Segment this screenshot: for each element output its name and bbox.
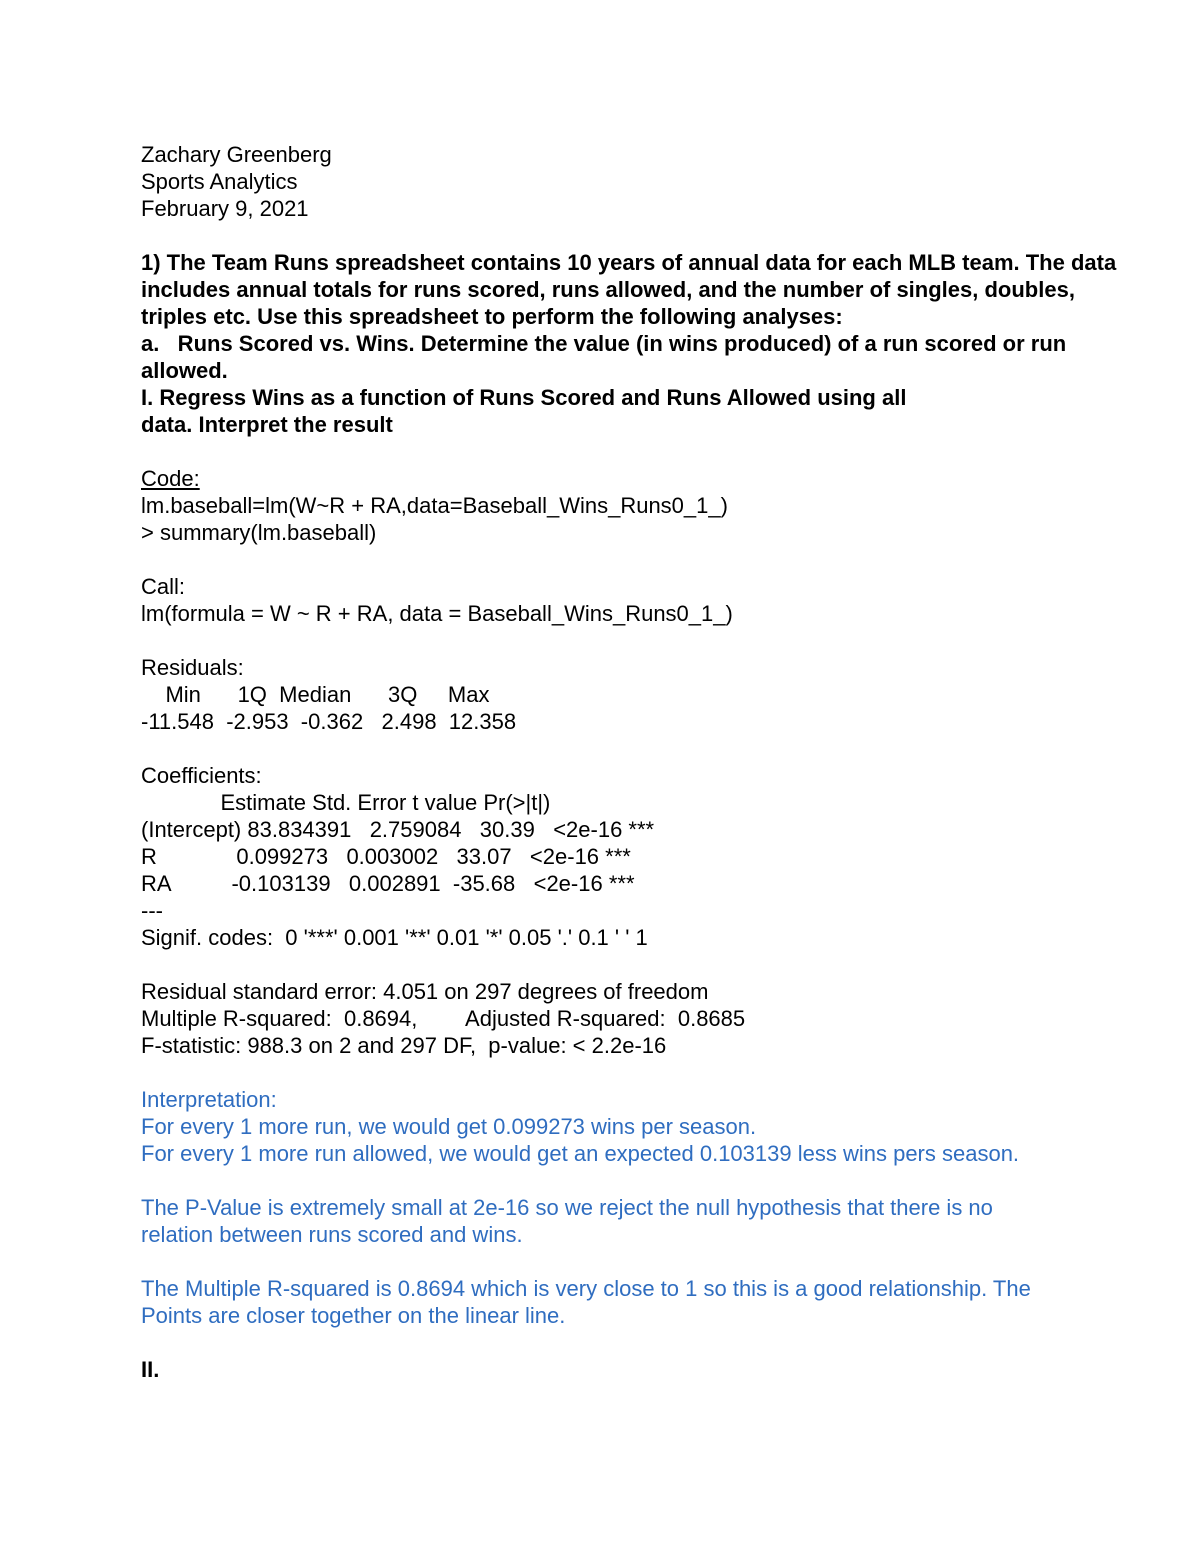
interpretation-label: Interpretation:	[141, 1087, 277, 1112]
question-line: 1) The Team Runs spreadsheet contains 10 years of annual data for each MLB team. The data	[141, 250, 1117, 275]
coefficient-row: RA -0.103139 0.002891 -35.68 <2e-16 ***	[141, 871, 635, 896]
next-section-label: II.	[141, 1357, 160, 1382]
residuals-values: -11.548 -2.953 -0.362 2.498 12.358	[141, 709, 517, 734]
fit-stat-line: Multiple R-squared: 0.8694, Adjusted R-squared: 0.8685	[141, 1006, 746, 1031]
question-line: I. Regress Wins as a function of Runs Scored and Runs Allowed using all	[141, 385, 907, 410]
spacer	[141, 1167, 1191, 1194]
code-block	[141, 465, 1191, 546]
residuals-block	[141, 654, 1191, 735]
coefficients-header: Estimate Std. Error t value Pr(>|t|)	[141, 790, 551, 815]
signif-codes: Signif. codes: 0 '***' 0.001 '**' 0.01 '*' 0.05 '.' 0.1 ' ' 1	[141, 925, 648, 950]
document-date: February 9, 2021	[141, 196, 309, 221]
coefficients-block	[141, 762, 1191, 951]
residuals-header: Min 1Q Median 3Q Max	[141, 682, 490, 707]
question-line: data. Interpret the result	[141, 412, 393, 437]
interpretation-block	[141, 1086, 1191, 1329]
spacer	[141, 438, 1191, 465]
interpretation-line: The P-Value is extremely small at 2e-16 so we reject the null hypothesis that there is no	[141, 1195, 993, 1220]
code-line: > summary(lm.baseball)	[141, 520, 377, 545]
spacer	[141, 627, 1191, 654]
question-line: includes annual totals for runs scored, runs allowed, and the number of singles, doubles,	[141, 277, 1075, 302]
spacer	[141, 1329, 1191, 1356]
call-formula: lm(formula = W ~ R + RA, data = Baseball_Wins_Runs0_1_)	[141, 601, 733, 626]
interpretation-line: relation between runs scored and wins.	[141, 1222, 523, 1247]
coefficient-row: (Intercept) 83.834391 2.759084 30.39 <2e-16 ***	[141, 817, 655, 842]
residuals-label: Residuals:	[141, 655, 244, 680]
next-section-block	[141, 1356, 1191, 1383]
question-line: triples etc. Use this spreadsheet to perform the following analyses:	[141, 304, 843, 329]
interpretation-line: For every 1 more run, we would get 0.099273 wins per season.	[141, 1114, 757, 1139]
author-name: Zachary Greenberg	[141, 142, 332, 167]
question-line: a. Runs Scored vs. Wins. Determine the value (in wins produced) of a run scored or run	[141, 331, 1067, 356]
fit-stats-block	[141, 978, 1191, 1059]
spacer	[141, 735, 1191, 762]
interpretation-line: The Multiple R-squared is 0.8694 which is very close to 1 so this is a good relationship. The	[141, 1276, 1031, 1301]
header-block	[141, 141, 1191, 222]
interpretation-line: For every 1 more run allowed, we would get an expected 0.103139 less wins pers season.	[141, 1141, 1020, 1166]
code-label: Code:	[141, 466, 200, 491]
fit-stat-line: Residual standard error: 4.051 on 297 degrees of freedom	[141, 979, 709, 1004]
code-line: lm.baseball=lm(W~R + RA,data=Baseball_Wins_Runs0_1_)	[141, 493, 728, 518]
interpretation-line: Points are closer together on the linear line.	[141, 1303, 566, 1328]
question-line: allowed.	[141, 358, 228, 383]
coefficient-row: R 0.099273 0.003002 33.07 <2e-16 ***	[141, 844, 631, 869]
call-block	[141, 573, 1191, 627]
call-label: Call:	[141, 574, 186, 599]
spacer	[141, 1248, 1191, 1275]
question-block	[141, 249, 1191, 438]
course-name: Sports Analytics	[141, 169, 298, 194]
spacer	[141, 1059, 1191, 1086]
coefficients-separator: ---	[141, 898, 163, 923]
spacer	[141, 546, 1191, 573]
spacer	[141, 951, 1191, 978]
document-page	[141, 141, 1191, 1383]
fit-stat-line: F-statistic: 988.3 on 2 and 297 DF, p-value: < 2.2e-16	[141, 1033, 667, 1058]
spacer	[141, 222, 1191, 249]
coefficients-label: Coefficients:	[141, 763, 262, 788]
